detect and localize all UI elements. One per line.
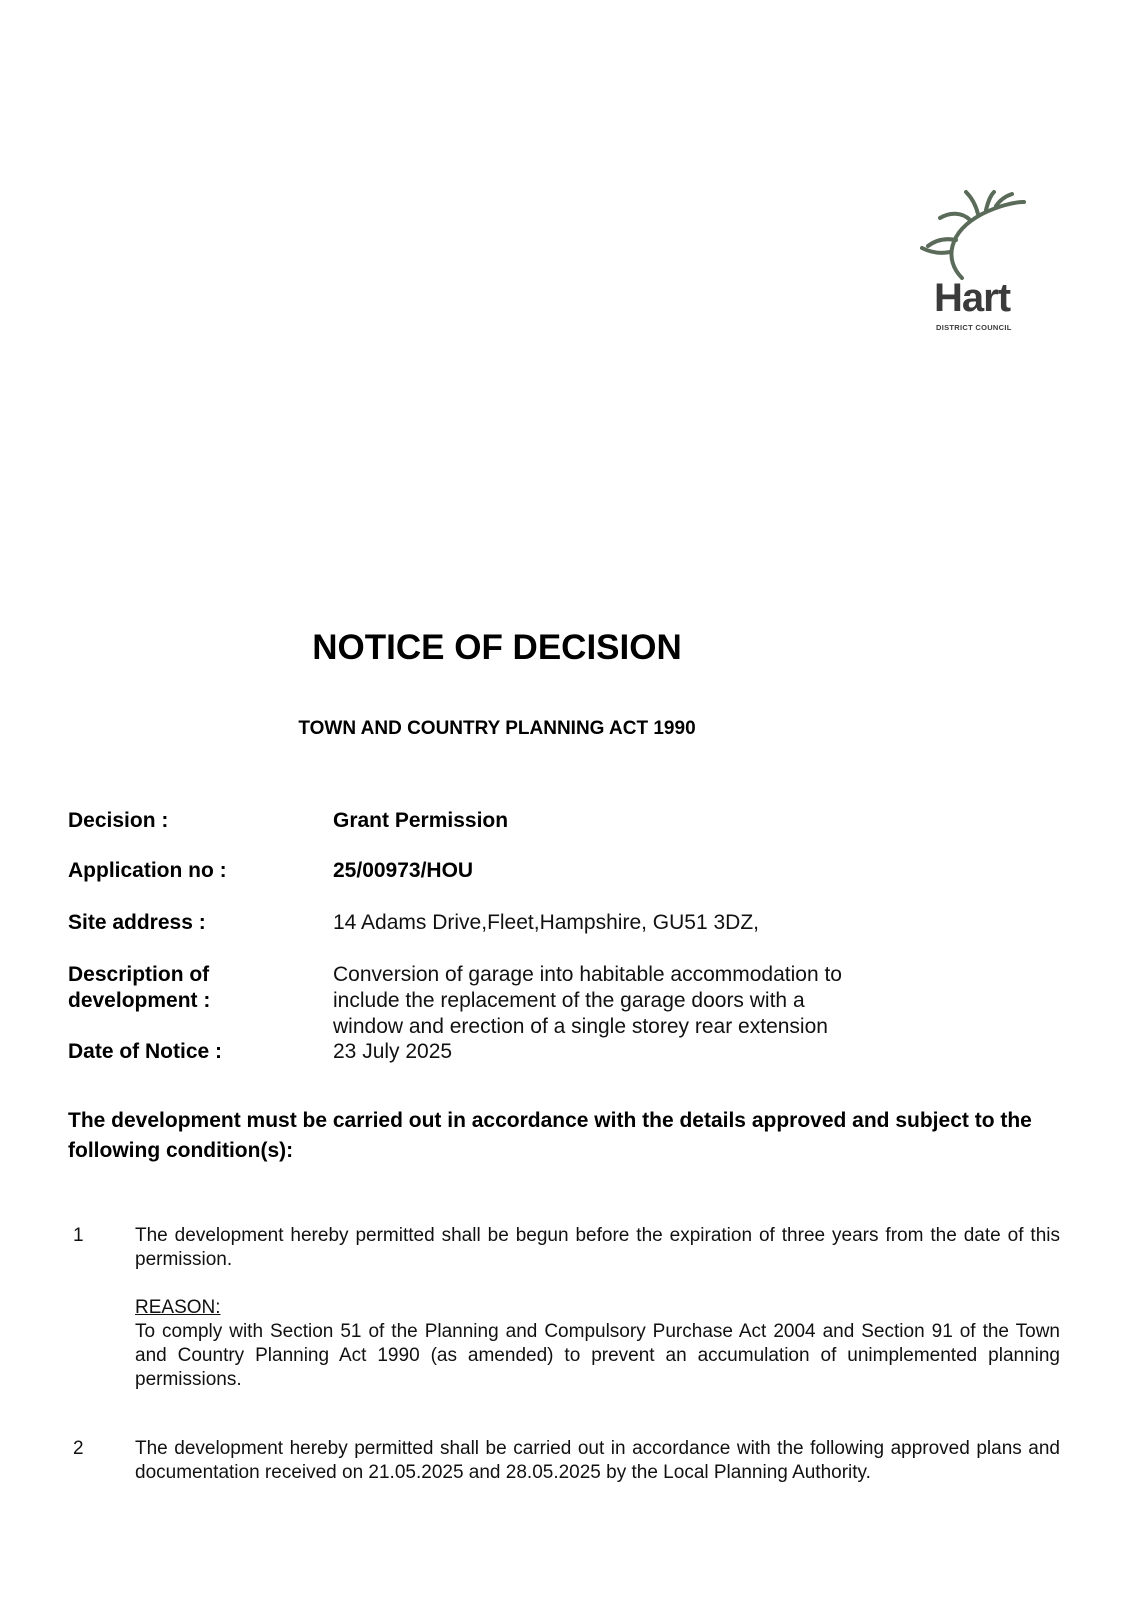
condition-text: The development hereby permitted shall be begun before the expiration of three years from the date of this permission.	[135, 1225, 1060, 1270]
site-address-value: 14 Adams Drive,Fleet,Hampshire, GU51 3DZ,	[333, 911, 759, 934]
date-label: Date of Notice :	[68, 1040, 223, 1063]
decision-value: Grant Permission	[333, 809, 509, 832]
reason-text: To comply with Section 51 of the Planning and Compulsory Purchase Act 2004 and Section 91 of the Town and Country Planning Act 1990 (as amended) to prevent an accumulation of unimplemented planning permissions.	[135, 1321, 1060, 1390]
description-value	[333, 962, 842, 1040]
stag-antler-icon	[920, 190, 1050, 280]
logo-wordmark: Hart	[934, 276, 1011, 320]
decision-label: Decision :	[68, 809, 169, 832]
description-value-line: Conversion of garage into habitable accommodation to	[333, 963, 842, 986]
reason-label: REASON:	[135, 1297, 221, 1318]
condition-item	[135, 1224, 1060, 1392]
description-value-line: include the replacement of the garage doors with a	[333, 989, 805, 1012]
description-label-line: Description of	[68, 963, 210, 986]
condition-item	[135, 1437, 1060, 1485]
council-logo	[920, 190, 1050, 340]
description-label	[68, 962, 210, 1014]
application-label: Application no :	[68, 859, 227, 882]
condition-text: The development hereby permitted shall be carried out in accordance with the following approved plans and documentation received on 21.05.2025 and 28.05.2025 by the Local Planning Authority.	[135, 1438, 1060, 1483]
application-value: 25/00973/HOU	[333, 859, 474, 882]
document-title: NOTICE OF DECISION	[312, 628, 682, 667]
site-address-label: Site address :	[68, 911, 206, 934]
act-subtitle: TOWN AND COUNTRY PLANNING ACT 1990	[298, 718, 696, 739]
description-label-line: development :	[68, 989, 211, 1012]
logo-subtitle: DISTRICT COUNCIL	[936, 323, 1012, 332]
condition-number: 1	[73, 1225, 84, 1246]
date-value: 23 July 2025	[333, 1040, 453, 1063]
conditions-intro: The development must be carried out in accordance with the details approved and subject to the following condition(s):	[68, 1109, 1032, 1162]
condition-number: 2	[73, 1438, 84, 1459]
description-value-line: window and erection of a single storey rear extension	[333, 1015, 828, 1038]
